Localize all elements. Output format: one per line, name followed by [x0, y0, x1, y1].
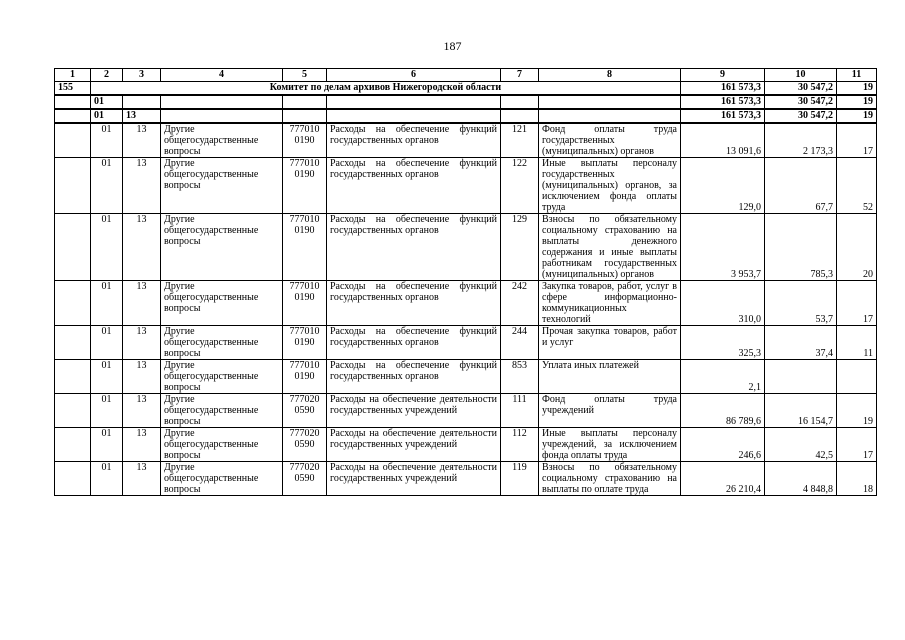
column-header: 1 [55, 69, 91, 82]
row-target-name: Расходы на обеспечение функций государственных органов [327, 281, 501, 326]
row-blank [55, 158, 91, 214]
row-actual: 16 154,7 [765, 394, 837, 428]
row-section-name: Другие общегосударственные вопросы [161, 394, 283, 428]
subsection-section-code: 01 [91, 109, 123, 123]
table-row [55, 462, 877, 496]
row-target-name: Расходы на обеспечение деятельности государственных учреждений [327, 394, 501, 428]
row-expense-code: 244 [501, 326, 539, 360]
row-section: 01 [91, 158, 123, 214]
row-percent: 19 [837, 394, 877, 428]
column-header: 9 [681, 69, 765, 82]
row-subsection: 13 [123, 281, 161, 326]
table-row [55, 281, 877, 326]
table-row [55, 326, 877, 360]
table-row [55, 428, 877, 462]
row-target-code: 777010 0190 [283, 123, 327, 158]
row-expense-code: 242 [501, 281, 539, 326]
row-target-name: Расходы на обеспечение функций государственных органов [327, 326, 501, 360]
row-expense-name: Уплата иных платежей [539, 360, 681, 394]
committee-row [55, 82, 877, 96]
row-target-code: 777010 0190 [283, 214, 327, 281]
row-actual: 785,3 [765, 214, 837, 281]
row-target-name: Расходы на обеспечение функций государственных органов [327, 360, 501, 394]
row-subsection: 13 [123, 462, 161, 496]
committee-code: 155 [55, 82, 91, 96]
row-blank [55, 214, 91, 281]
table-row [55, 123, 877, 158]
row-plan: 2,1 [681, 360, 765, 394]
row-blank [55, 394, 91, 428]
row-expense-name: Иные выплаты персоналу государственных (муниципальных) органов, за исключением фонда оплаты труда [539, 158, 681, 214]
row-expense-code: 122 [501, 158, 539, 214]
row-percent: 17 [837, 123, 877, 158]
section-plan: 161 573,3 [681, 95, 765, 109]
row-blank [55, 281, 91, 326]
row-percent [837, 360, 877, 394]
budget-table [54, 68, 877, 496]
row-expense-name: Фонд оплаты труда государственных (муниципальных) органов [539, 123, 681, 158]
row-actual: 53,7 [765, 281, 837, 326]
subsection-code: 13 [123, 109, 161, 123]
column-header: 4 [161, 69, 283, 82]
row-target-code: 777010 0190 [283, 281, 327, 326]
row-percent: 52 [837, 158, 877, 214]
row-target-code: 777010 0190 [283, 326, 327, 360]
row-subsection: 13 [123, 123, 161, 158]
row-target-name: Расходы на обеспечение деятельности государственных учреждений [327, 462, 501, 496]
row-section: 01 [91, 123, 123, 158]
table-row [55, 158, 877, 214]
row-expense-code: 121 [501, 123, 539, 158]
row-section: 01 [91, 360, 123, 394]
row-target-name: Расходы на обеспечение функций государственных органов [327, 214, 501, 281]
page-number: 187 [443, 39, 462, 53]
column-header: 6 [327, 69, 501, 82]
row-actual [765, 360, 837, 394]
subsection-row [55, 109, 877, 123]
row-plan: 26 210,4 [681, 462, 765, 496]
row-section-name: Другие общегосударственные вопросы [161, 281, 283, 326]
row-expense-name: Иные выплаты персоналу учреждений, за исключением фонда оплаты труда [539, 428, 681, 462]
committee-percent: 19 [837, 82, 877, 96]
row-expense-code: 119 [501, 462, 539, 496]
row-plan: 325,3 [681, 326, 765, 360]
row-subsection: 13 [123, 214, 161, 281]
row-section-name: Другие общегосударственные вопросы [161, 214, 283, 281]
column-header: 3 [123, 69, 161, 82]
row-actual: 42,5 [765, 428, 837, 462]
row-blank [55, 360, 91, 394]
row-plan: 13 091,6 [681, 123, 765, 158]
row-section: 01 [91, 326, 123, 360]
row-percent: 20 [837, 214, 877, 281]
row-percent: 17 [837, 281, 877, 326]
row-section-name: Другие общегосударственные вопросы [161, 123, 283, 158]
row-section: 01 [91, 462, 123, 496]
column-header: 8 [539, 69, 681, 82]
row-expense-name: Фонд оплаты труда учреждений [539, 394, 681, 428]
row-expense-code: 111 [501, 394, 539, 428]
row-expense-name: Взносы по обязательному социальному страхованию на выплаты по оплате труда [539, 462, 681, 496]
row-section-name: Другие общегосударственные вопросы [161, 158, 283, 214]
column-header: 2 [91, 69, 123, 82]
row-target-code: 777020 0590 [283, 428, 327, 462]
column-header: 7 [501, 69, 539, 82]
section-code: 01 [91, 95, 123, 109]
row-expense-code: 129 [501, 214, 539, 281]
column-header: 10 [765, 69, 837, 82]
row-blank [55, 326, 91, 360]
row-actual: 4 848,8 [765, 462, 837, 496]
column-header: 5 [283, 69, 327, 82]
row-section: 01 [91, 281, 123, 326]
row-expense-name: Взносы по обязательному социальному страхованию на выплаты денежного содержания и иные выплаты работникам государственных (муниципальных) органов [539, 214, 681, 281]
row-section-name: Другие общегосударственные вопросы [161, 326, 283, 360]
column-header-row [55, 69, 877, 82]
row-percent: 11 [837, 326, 877, 360]
row-expense-name: Прочая закупка товаров, работ и услуг [539, 326, 681, 360]
row-section-name: Другие общегосударственные вопросы [161, 462, 283, 496]
row-plan: 310,0 [681, 281, 765, 326]
row-target-code: 777010 0190 [283, 360, 327, 394]
row-target-code: 777020 0590 [283, 462, 327, 496]
row-plan: 129,0 [681, 158, 765, 214]
row-blank [55, 428, 91, 462]
row-target-name: Расходы на обеспечение функций государственных органов [327, 123, 501, 158]
row-section: 01 [91, 428, 123, 462]
table-row [55, 360, 877, 394]
row-section: 01 [91, 394, 123, 428]
row-target-name: Расходы на обеспечение деятельности государственных учреждений [327, 428, 501, 462]
subsection-percent: 19 [837, 109, 877, 123]
section-row [55, 95, 877, 109]
row-target-name: Расходы на обеспечение функций государственных органов [327, 158, 501, 214]
row-target-code: 777020 0590 [283, 394, 327, 428]
row-actual: 2 173,3 [765, 123, 837, 158]
row-subsection: 13 [123, 158, 161, 214]
row-plan: 3 953,7 [681, 214, 765, 281]
subsection-plan: 161 573,3 [681, 109, 765, 123]
row-subsection: 13 [123, 326, 161, 360]
row-subsection: 13 [123, 394, 161, 428]
committee-actual: 30 547,2 [765, 82, 837, 96]
row-plan: 86 789,6 [681, 394, 765, 428]
row-percent: 17 [837, 428, 877, 462]
table-row [55, 214, 877, 281]
column-header: 11 [837, 69, 877, 82]
row-section-name: Другие общегосударственные вопросы [161, 360, 283, 394]
row-target-code: 777010 0190 [283, 158, 327, 214]
row-subsection: 13 [123, 428, 161, 462]
row-expense-name: Закупка товаров, работ, услуг в сфере информационно-коммуникационных технологий [539, 281, 681, 326]
committee-title: Комитет по делам архивов Нижегородской области [91, 82, 681, 96]
row-expense-code: 853 [501, 360, 539, 394]
row-blank [55, 462, 91, 496]
row-blank [55, 123, 91, 158]
table-row [55, 394, 877, 428]
committee-plan: 161 573,3 [681, 82, 765, 96]
section-actual: 30 547,2 [765, 95, 837, 109]
row-section-name: Другие общегосударственные вопросы [161, 428, 283, 462]
row-actual: 67,7 [765, 158, 837, 214]
row-section: 01 [91, 214, 123, 281]
row-subsection: 13 [123, 360, 161, 394]
row-plan: 246,6 [681, 428, 765, 462]
row-actual: 37,4 [765, 326, 837, 360]
section-percent: 19 [837, 95, 877, 109]
subsection-actual: 30 547,2 [765, 109, 837, 123]
row-percent: 18 [837, 462, 877, 496]
row-expense-code: 112 [501, 428, 539, 462]
